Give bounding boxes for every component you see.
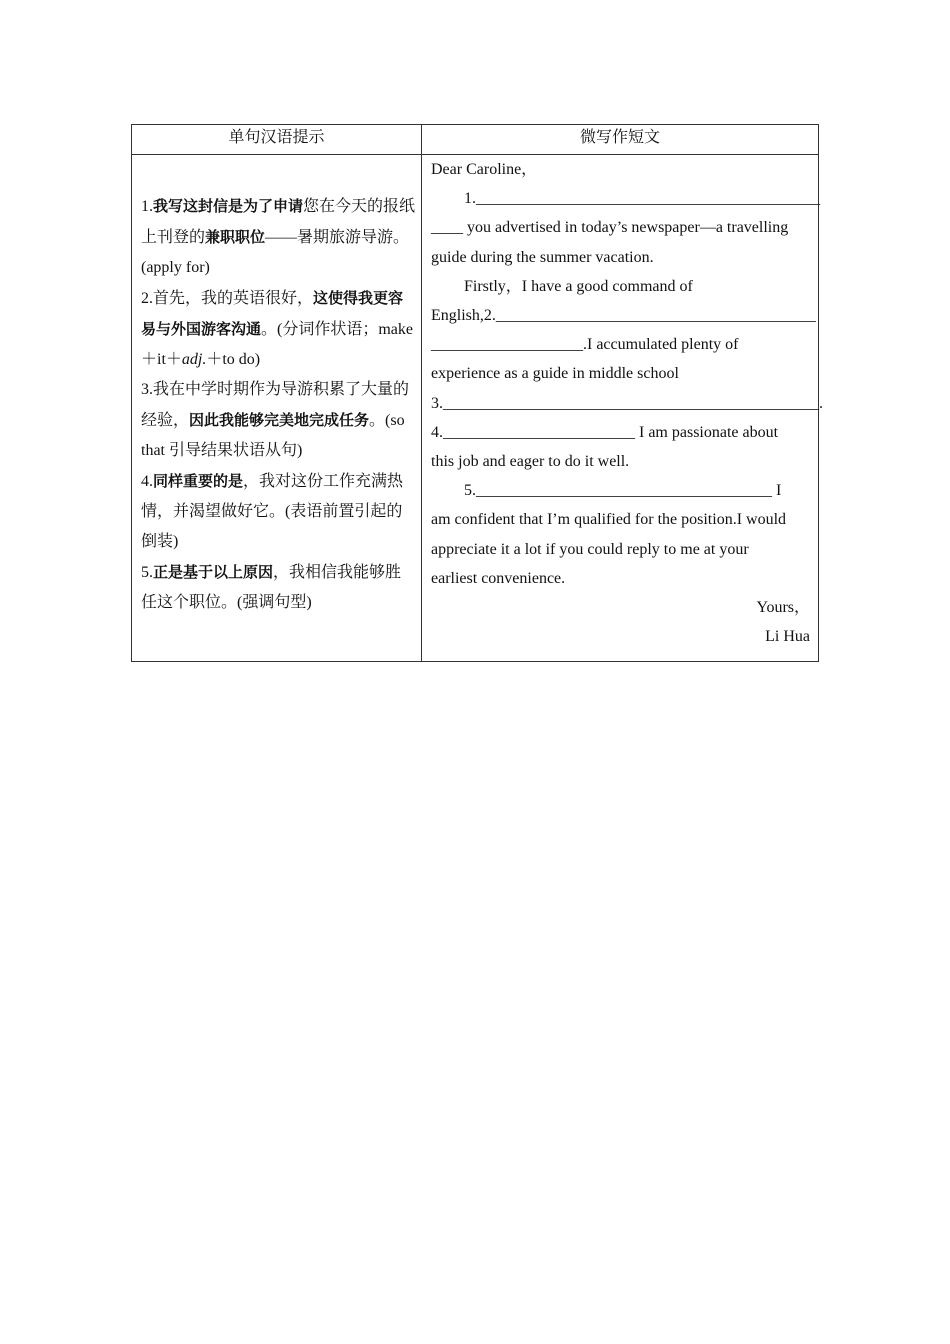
hint-item [141, 191, 417, 283]
essay-line: 3._______________________________________________. [431, 394, 823, 412]
essay-line: ___________________.I accumulated plenty of [431, 336, 739, 354]
hint-item [141, 557, 417, 618]
hint-text: ，我对这份工作充满热情，并渴望做好它。(表语前置引起的倒装) [141, 473, 404, 550]
hint-number: 3. [141, 381, 153, 398]
hint-text: 您在今天的报纸上刊登的 [141, 198, 416, 246]
hint-key-phrase: 这使得我更容易与外国游客沟通 [141, 289, 404, 338]
essay-line: 5._____________________________________ I [464, 482, 782, 500]
hint-item [141, 375, 417, 466]
essay-line: 4.________________________ I am passionate about [431, 423, 779, 441]
essay-line: experience as a guide in middle school [431, 365, 679, 383]
essay-line: ____ you advertised in today’s newspaper—a travelling [431, 219, 789, 237]
hint-text: 我在中学时期作为导游积累了大量的经验， [141, 381, 410, 429]
content-row [132, 155, 819, 662]
hint-text: ＋to do) [206, 351, 261, 368]
header-row [132, 125, 819, 155]
essay-line: appreciate it a lot if you could reply to me at your [431, 540, 749, 558]
hint-text: ，我相信我能够胜任这个职位。(强调句型) [141, 564, 402, 611]
hint-item [141, 466, 417, 557]
header-left: 单句汉语提示 [132, 125, 422, 155]
closing: Yours， [756, 599, 810, 617]
essay-line: Firstly，I have a good command of [464, 277, 693, 295]
hint-item [141, 283, 417, 375]
essay-line: 1.___________________________________________ [464, 190, 820, 208]
hint-number: 4. [141, 473, 153, 490]
hint-key-phrase: 兼职职位 [205, 228, 266, 246]
hint-text: ——暑期旅游导游。(apply for) [141, 229, 410, 276]
essay-line: guide during the summer vacation. [431, 248, 654, 266]
hint-number: 1. [141, 198, 153, 215]
hint-text: 首先，我的英语很好， [153, 290, 314, 307]
hint-key-phrase: 我写这封信是为了申请 [153, 197, 304, 215]
exercise-table [131, 124, 823, 662]
hint-number: 2. [141, 290, 153, 307]
hint-text: 。(so that 引导结果状语从句) [141, 412, 405, 459]
hints-list [141, 191, 417, 618]
essay-line: this job and eager to do it well. [431, 453, 630, 471]
header-right: 微写作短文 [422, 125, 819, 155]
hint-text: 。(分词作状语；make＋it＋ [141, 321, 413, 368]
essay-line: earliest convenience. [431, 569, 566, 587]
hint-key-phrase: 因此我能够完美地完成任务 [189, 411, 370, 429]
hints-cell [132, 155, 422, 662]
hint-key-phrase: 同样重要的是 [153, 472, 244, 490]
signature: Li Hua [765, 628, 810, 646]
essay-cell [422, 155, 823, 662]
salutation: Dear Caroline， [431, 161, 538, 178]
hint-key-phrase: 正是基于以上原因 [153, 563, 274, 581]
hint-number: 5. [141, 564, 153, 581]
essay [431, 155, 823, 651]
essay-line: am confident that I’m qualified for the position.I would [431, 511, 787, 529]
essay-line: English,2.________________________________________ [431, 307, 816, 325]
hint-text: adj. [181, 351, 207, 368]
